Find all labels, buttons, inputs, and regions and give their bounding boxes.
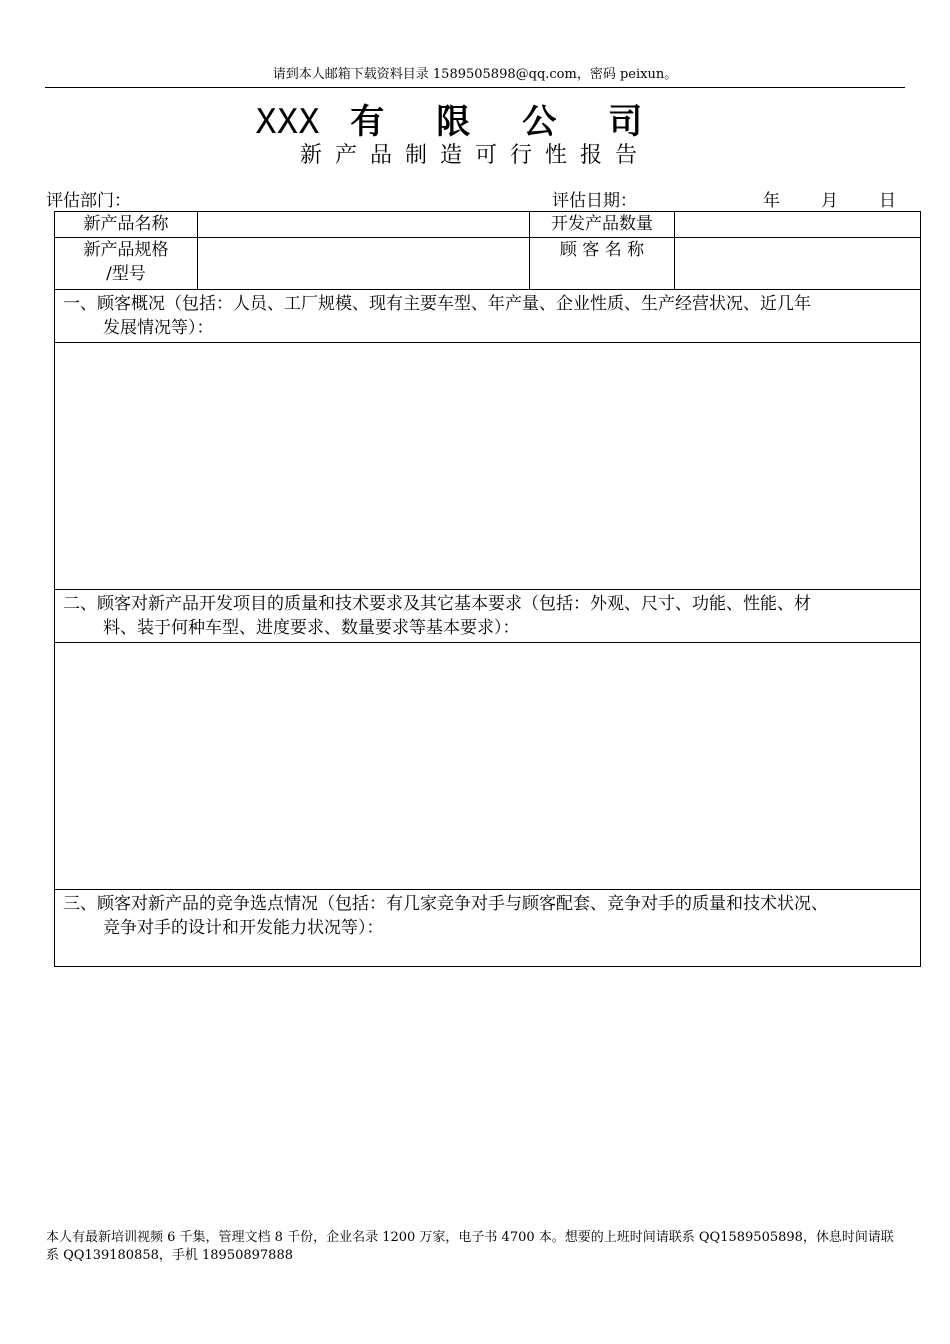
date-label: 评估日期：	[552, 191, 637, 211]
header-note: 请到本人邮箱下载资料目录 1589505898@qq.com，密码 peixun。	[272, 67, 678, 82]
company-name-cjk: 有限公司	[350, 102, 695, 142]
dev-qty-field[interactable]	[675, 212, 921, 238]
product-name-label: 新产品名称	[55, 212, 198, 238]
section1-heading	[55, 290, 921, 343]
feasibility-form-table	[54, 211, 921, 967]
customer-name-field[interactable]	[675, 238, 921, 290]
customer-name-label: 顾 客 名 称	[530, 238, 675, 290]
section2-content-area[interactable]	[55, 643, 921, 890]
section2-heading	[55, 590, 921, 643]
spec-label-line2: /型号	[106, 264, 146, 284]
section2-heading-line2: 料、装于何种车型、进度要求、数量要求等基本要求）：	[103, 618, 520, 638]
company-name	[0, 100, 950, 144]
report-title: 新产品制造可行性报告	[299, 143, 650, 168]
month-label: 月	[821, 191, 838, 211]
spec-label	[55, 238, 198, 290]
section1-heading-line1: 一、顾客概况（包括：人员、工厂规模、现有主要车型、年产量、企业性质、生产经营状况、近几年	[63, 294, 811, 314]
day-label: 日	[879, 191, 896, 211]
section1-heading-line2: 发展情况等）：	[103, 318, 214, 338]
spec-label-line1: 新产品规格	[83, 240, 169, 260]
dept-label: 评估部门：	[46, 191, 131, 211]
section3-heading-line2: 竞争对手的设计和开发能力状况等）：	[103, 918, 384, 938]
spec-field[interactable]	[198, 238, 530, 290]
date-fields	[763, 190, 896, 212]
year-label: 年	[763, 191, 780, 211]
product-name-field[interactable]	[198, 212, 530, 238]
dev-qty-label: 开发产品数量	[530, 212, 675, 238]
section3-heading	[55, 890, 921, 967]
header-rule	[45, 87, 905, 88]
footer-note: 本人有最新培训视频 6 千集，管理文档 8 千份，企业名录 1200 万家，电子书 4700 本。想要的上班时间请联系 QQ1589505898，休息时间请联系 QQ139180858，手机 18950897888	[46, 1230, 894, 1263]
section3-heading-line1: 三、顾客对新产品的竞争选点情况（包括：有几家竞争对手与顾客配套、竞争对手的质量和技术状况、	[63, 894, 828, 914]
company-name-latin: XXX	[255, 102, 321, 142]
section1-content-area[interactable]	[55, 343, 921, 590]
section2-heading-line1: 二、顾客对新产品开发项目的质量和技术要求及其它基本要求（包括：外观、尺寸、功能、性能、材	[63, 594, 811, 614]
